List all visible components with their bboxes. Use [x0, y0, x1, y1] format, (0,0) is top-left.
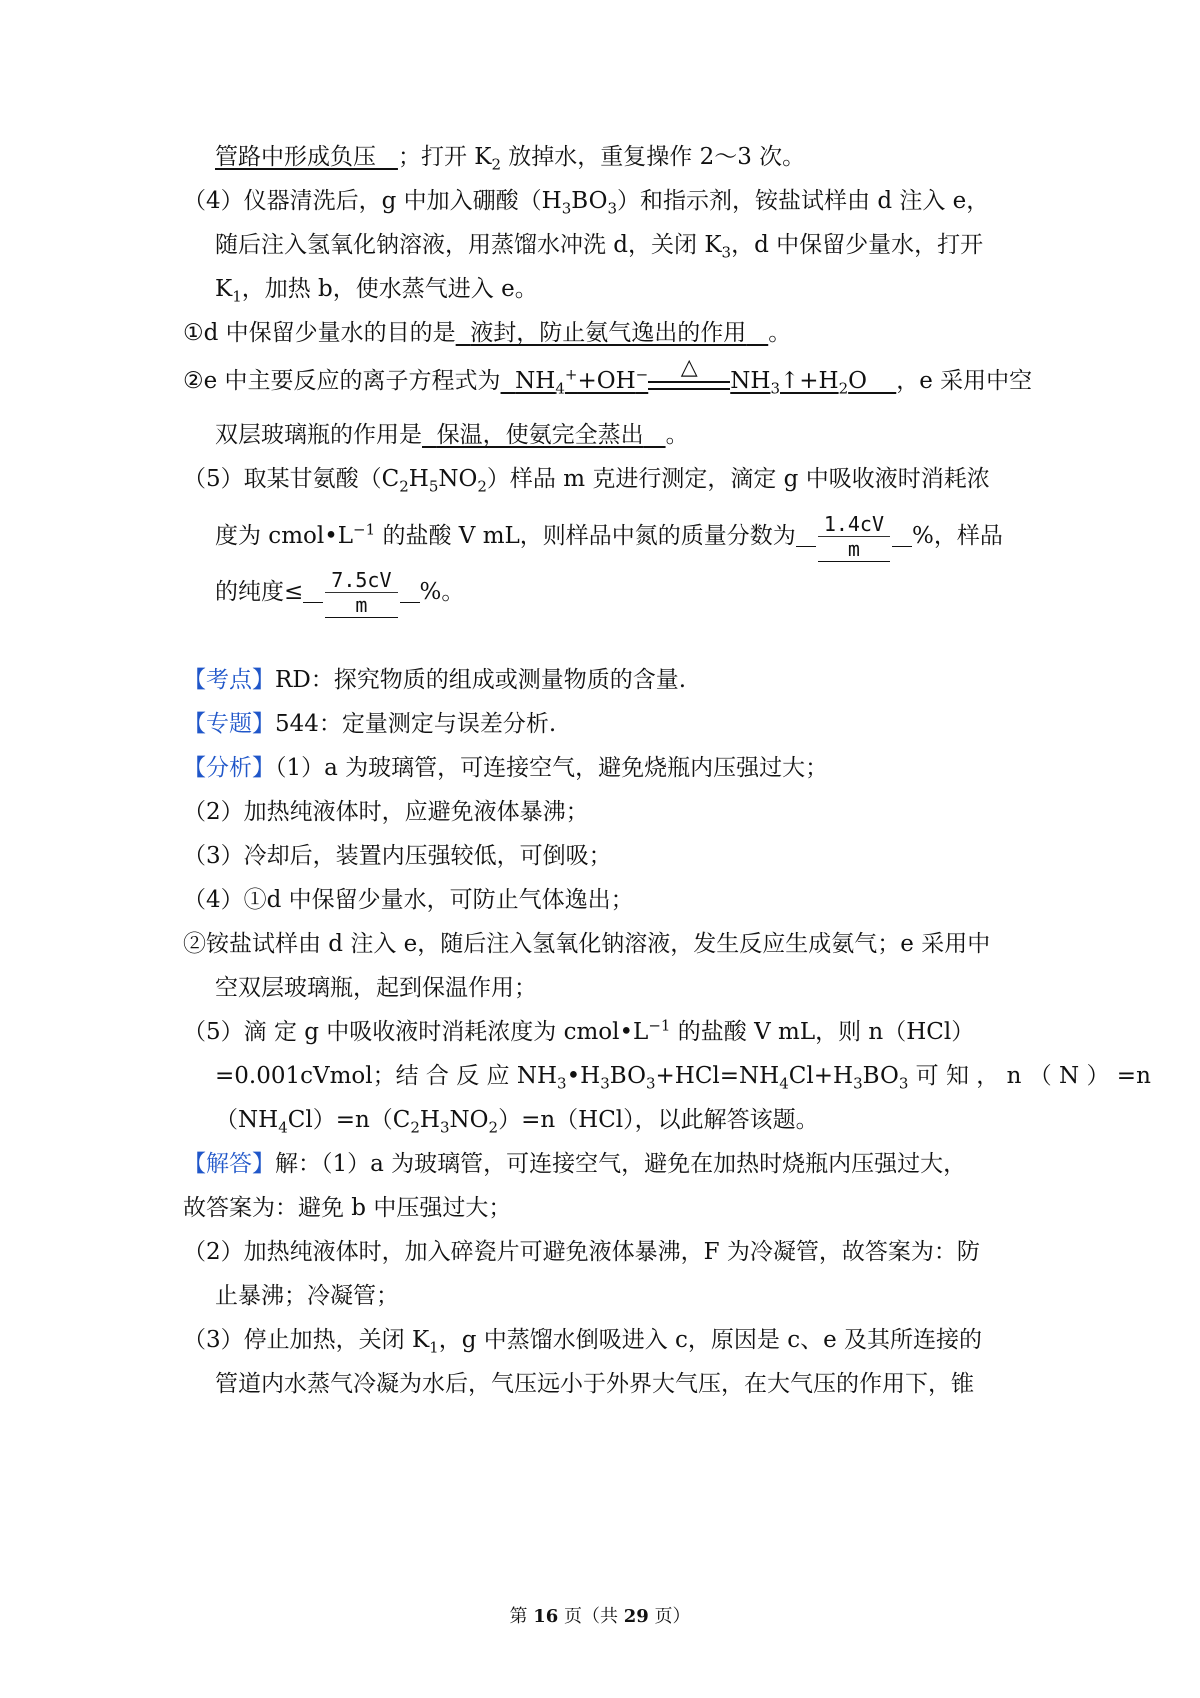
text-line: 故答案为：避免 b 中压强过大； [183, 1195, 512, 1221]
jieda-tag: 【解答】 [183, 1151, 275, 1177]
text-line: 的纯度≤ $\frac{7.5cV}{m}$ %。 [215, 568, 465, 617]
text-line: 止暴沸；冷凝管； [215, 1283, 399, 1309]
kaodian-line: 【考点】RD：探究物质的组成或测量物质的含量. [183, 667, 687, 693]
reaction-condition-arrow [648, 355, 730, 397]
text-line: 管道内水蒸气冷凝为水后，气压远小于外界大气压，在大气压的作用下，锥 [215, 1371, 974, 1397]
text-line: 随后注入氢氧化钠溶液，用蒸馏水冲洗 d，关闭 $K_3$，d 中保留少量水，打开 [215, 232, 984, 262]
text-line: （3）冷却后，装置内压强较低，可倒吸； [183, 843, 612, 869]
text-line: （5）滴 定 g 中吸收液时消耗浓度为 $cmol•L^{-1}$ 的盐酸 V mL，则 n（HCl） [183, 1016, 975, 1045]
answer-blank: $NH_3↑+H_2O$ [730, 368, 867, 398]
text-line: （3）停止加热，关闭 $K_1$，g 中蒸馏水倒吸进入 c，原因是 c、e 及其所连接的 [183, 1327, 983, 1357]
fenxi-line: 【分析】（1）a 为玻璃管，可连接空气，避免烧瓶内压强过大； [183, 755, 829, 781]
text-line: ②铵盐试样由 d 注入 e，随后注入氢氧化钠溶液，发生反应生成氨气；e 采用中 [183, 931, 991, 957]
blank-line [796, 520, 816, 547]
text-line: 空双层玻璃瓶，起到保温作用； [215, 975, 537, 1001]
blank-line [400, 576, 420, 603]
text-line: 双层玻璃瓶的作用是 保温，使氨完全蒸出 。 [215, 422, 689, 448]
kaodian-tag: 【考点】 [183, 667, 275, 693]
page-number: 16 [533, 1606, 559, 1627]
fraction: $\frac{7.5cV}{m}$ [325, 568, 397, 618]
fraction: $\frac{1.4cV}{m}$ [818, 512, 890, 562]
text-line: =0.001cVmol；结 合 反 应 $NH_3•H_3BO_3+HCl=NH_4Cl+H_3BO_3$ 可 知 ， n （ N ） =n [215, 1063, 1151, 1093]
page-total: 29 [623, 1606, 649, 1627]
jieda-line: 【解答】解：（1）a 为玻璃管，可连接空气，避免在加热时烧瓶内压强过大， [183, 1151, 967, 1177]
text-line: 管路中形成负压 ；打开 $K_2$ 放掉水，重复操作 2～3 次。 [215, 144, 806, 174]
text-line: （5）取某甘氨酸$(C_2H_5NO_2)$样品 m 克进行测定，滴定 g 中吸收液时消耗浓 [183, 466, 990, 496]
fenxi-tag: 【分析】 [183, 755, 275, 781]
equation-line: ②e 中主要反应的离子方程式为 $NH_4^++OH^-$ △ $NH_3↑+H_2O$ ，e 采用中空 [183, 355, 1033, 398]
page-footer: 第 16 页（共 29 页） [509, 1606, 691, 1627]
zhuanti-line: 【专题】544：定量测定与误差分析. [183, 711, 557, 737]
text-line: （2）加热纯液体时，加入碎瓷片可避免液体暴沸，F 为冷凝管，故答案为：防 [183, 1239, 980, 1265]
answer-blank: 保温，使氨完全蒸出 [436, 422, 644, 448]
text-line: （4）仪器清洗后，g 中加入硼酸$(H_3BO_3)$和指示剂，铵盐试样由 d 注入 e， [183, 188, 990, 218]
answer-blank: $NH_4^++OH^-$ [515, 365, 649, 398]
text-line: $(NH_4Cl)=n(C_2H_3NO_2)=n(HCl)$，以此解答该题。 [215, 1107, 819, 1137]
answer-blank: 管路中形成负压 [215, 144, 376, 170]
text-line: （4）①d 中保留少量水，可防止气体逸出； [183, 887, 634, 913]
text-line: ①d 中保留少量水的目的是 液封，防止氨气逸出的作用 。 [183, 320, 792, 346]
blank-line [892, 520, 912, 547]
text-line: （2）加热纯液体时，应避免液体暴沸； [183, 799, 589, 825]
zhuanti-tag: 【专题】 [183, 711, 275, 737]
equals-bars [648, 381, 730, 390]
heat-symbol: △ [680, 355, 698, 380]
answer-blank: 液封，防止氨气逸出的作用 [470, 320, 747, 346]
text-line: $K_1$，加热 b，使水蒸气进入 e。 [215, 276, 538, 306]
text-line: 度为 $cmol•L^{-1}$ 的盐酸 V mL，则样品中氮的质量分数为 $\frac{1.4cV}{m}$ %，样品 [215, 512, 1003, 561]
blank-line [303, 576, 323, 603]
